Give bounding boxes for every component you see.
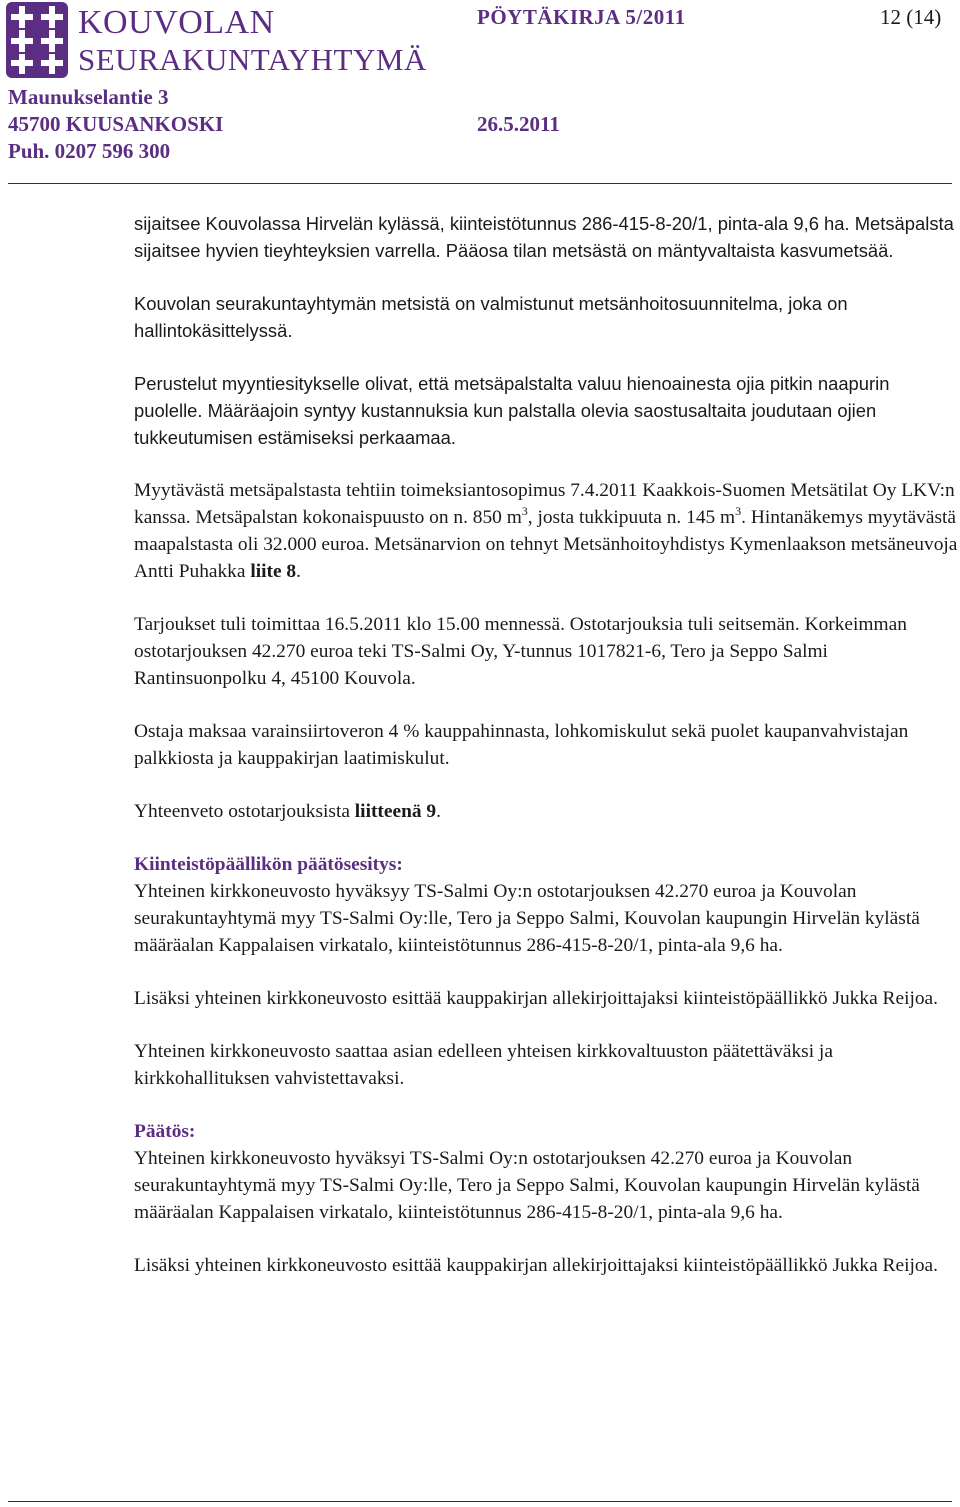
paragraph-forward: Yhteinen kirkkoneuvosto saattaa asian edelleen yhteisen kirkkovaltuuston päätettäväksi ja kirkkohallituksen vahvistettavaksi. [134, 1041, 833, 1089]
text-segment: . [436, 801, 441, 822]
text-segment: . [296, 561, 301, 582]
document-body [134, 210, 960, 1305]
document-title: PÖYTÄKIRJA 5/2011 [477, 5, 686, 29]
paragraph-signatory: Lisäksi yhteinen kirkkoneuvosto esittää kauppakirjan allekirjoittajaksi kiinteistöpäällikkö Jukka Reijoa. [134, 988, 938, 1009]
section-heading-decision: Päätös: [134, 1121, 196, 1142]
attachment-reference: liite 8 [250, 561, 297, 582]
proposal-section [134, 851, 960, 959]
paragraph-property-location: sijaitsee Kouvolassa Hirvelän kylässä, kiinteistötunnus 286-415-8-20/1, pinta-ala 9,6 ha. Metsäpalsta sijaitsee hyvien tieyhteyksien varrella. Pääosa tilan metsästä on mäntyvaltaista kasvumetsää. [134, 213, 954, 261]
footer-divider [8, 1501, 952, 1502]
paragraph-signatory-decision: Lisäksi yhteinen kirkkoneuvosto esittää kauppakirjan allekirjoittajaksi kiinteistöpäällikkö Jukka Reijoa. [134, 1255, 938, 1276]
section-heading-proposal: Kiinteistöpäällikön päätösesitys: [134, 854, 403, 875]
paragraph-offer-summary [134, 798, 960, 825]
paragraph-forest-plan: Kouvolan seurakuntayhtymän metsistä on valmistunut metsänhoitosuunnitelma, joka on hallintokäsittelyssä. [134, 293, 848, 341]
phone-number: Puh. 0207 596 300 [8, 139, 171, 163]
document-date: 26.5.2011 [477, 112, 560, 136]
paragraph-commission-agreement [134, 477, 960, 585]
superscript: 3 [735, 504, 742, 518]
logo-text-line1: KOUVOLAN [78, 4, 275, 41]
address-street: Maunukselantie 3 [8, 85, 169, 109]
decision-section [134, 1118, 960, 1226]
address-city: 45700 KUUSANKOSKI [8, 112, 224, 136]
paragraph-sale-justification: Perustelut myyntiesitykselle olivat, että metsäpalstalta valuu hienoainesta ojia pitkin naapurin puolelle. Määräajoin syntyy kustannuksia kun palstalla olevia saostusaltaita joudutaan ojien tukkeutumisen estämiseksi perkaamaa. [134, 373, 890, 448]
text-segment: Yhteenveto ostotarjouksista [134, 801, 355, 822]
proposal-text: Yhteinen kirkkoneuvosto hyväksyy TS-Salmi Oy:n ostotarjouksen 42.270 euroa ja Kouvolan seurakuntayhtymä myy TS-Salmi Oy:lle, Tero ja Seppo Salmi, Kouvolan kaupungin Hirvelän kylästä määräalan Kappalaisen virkatalo, kiinteistötunnus 286-415-8-20/1, pinta-ala 9,6 ha. [134, 881, 920, 956]
text-segment: , josta tukkipuuta n. 145 m [527, 507, 736, 528]
logo-text-line2: SEURAKUNTAYHTYMÄ [78, 42, 427, 77]
text-segment: . Hintanäkemys myytävästä maapalstasta oli 32.000 euroa. Metsänarvion on tehnyt Metsänhoitoyhdistys Kymenlaakson metsäneuvoja Antti Puhakka [134, 507, 958, 582]
decision-text: Yhteinen kirkkoneuvosto hyväksyi TS-Salmi Oy:n ostotarjouksen 42.270 euroa ja Kouvolan seurakuntayhtymä myy TS-Salmi Oy:lle, Tero ja Seppo Salmi, Kouvolan kaupungin Hirvelän kylästä määräalan Kappalaisen virkatalo, kiinteistötunnus 286-415-8-20/1, pinta-ala 9,6 ha. [134, 1148, 920, 1223]
paragraph-buyer-costs: Ostaja maksaa varainsiirtoveron 4 % kauppahinnasta, lohkomiskulut sekä puolet kaupanvahvistajan palkkiosta ja kauppakirjan laatimiskulut. [134, 721, 909, 769]
cross-logo-icon [6, 2, 68, 78]
header-divider [8, 183, 952, 184]
paragraph-offers: Tarjoukset tuli toimittaa 16.5.2011 klo 15.00 mennessä. Ostotarjouksia tuli seitsemän. Korkeimman ostotarjouksen 42.270 euroa teki TS-Salmi Oy, Y-tunnus 1017821-6, Tero ja Seppo Salmi Rantinsuonpolku 4, 45100 Kouvola. [134, 614, 907, 689]
page-number: 12 (14) [880, 5, 942, 29]
superscript: 3 [521, 504, 528, 518]
attachment-reference: liitteenä 9 [354, 801, 437, 822]
logo [6, 2, 446, 80]
text-segment: Myytävästä metsäpalstasta tehtiin toimeksiantosopimus 7.4.2011 Kaakkois-Suomen Metsätilat Oy LKV:n kanssa. Metsäpalstan kokonaispuusto on n. 850 m [134, 480, 955, 528]
